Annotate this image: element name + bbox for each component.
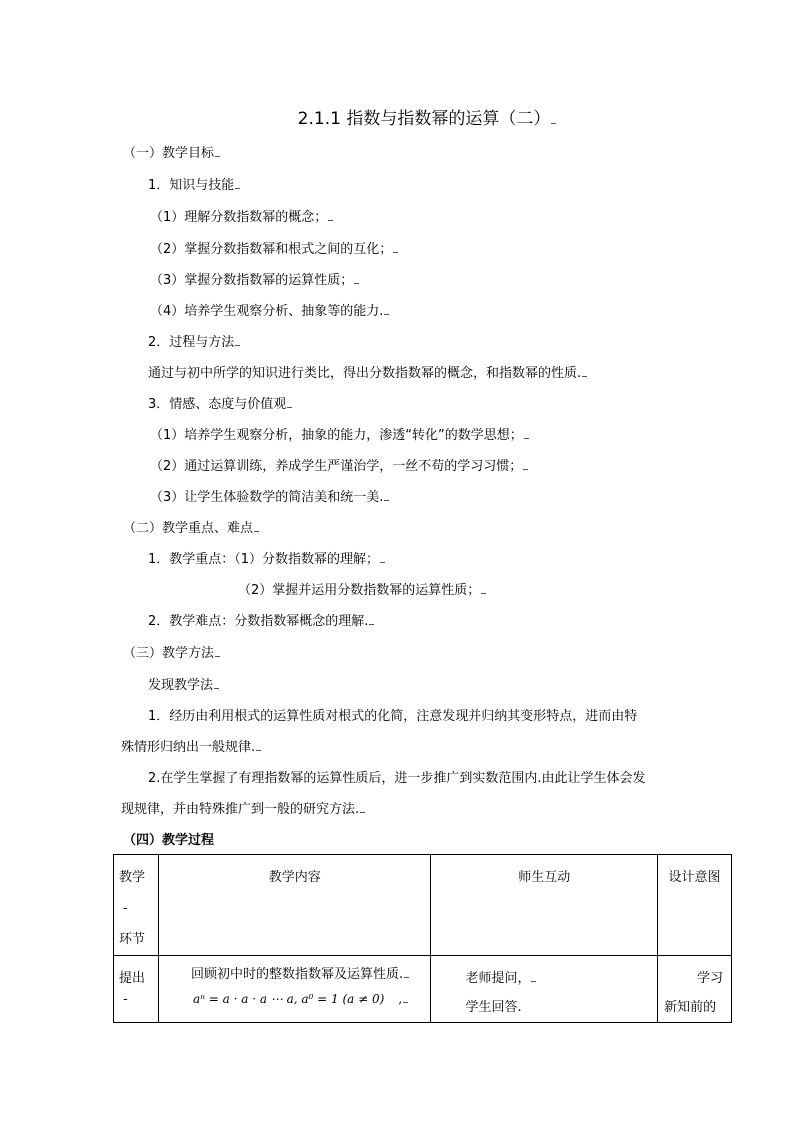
list-item: （1）理解分数指数幂的概念； [150,210,333,226]
list-item: （3）掌握分数指数幂的运算性质； [150,273,359,289]
cell-intent: 学习 新知前的 [658,956,732,1023]
paragraph: 殊情形归纳出一般规律. [121,740,261,756]
paragraph: 发现教学法 [148,678,219,694]
teaching-process-table [113,854,732,1023]
page-title: 2.1.1 指数与指数幂的运算（二） [0,108,794,130]
header-cell-intent: 设计意图 [658,855,732,956]
subheading-knowledge: 1．知识与技能 [148,178,240,194]
section-heading-keypoints: （二）教学重点、难点 [123,521,259,537]
list-item: （3）让学生体验数学的简洁美和统一美. [150,490,389,506]
header-cell-interaction: 师生互动 [431,855,658,956]
section-heading-methods: （三）教学方法 [123,646,220,662]
paragraph: 通过与初中所学的知识进行类比，得出分数指数幂的概念，和指数幂的性质. [148,366,587,382]
cell-stage: 提出 - [114,956,159,1023]
table-row [114,956,732,1023]
list-item: （1）培养学生观察分析，抽象的能力，渗透“转化”的数学思想； [150,428,529,444]
formula: aⁿ = a · a · a ⋯ a, a⁰ = 1 (a ≠ 0) , [191,992,431,1006]
table-header-row [114,855,732,956]
cell-content: 回顾初中时的整数指数幂及运算性质. aⁿ = a · a · a ⋯ a, a⁰ = 1 (a ≠ 0) , [158,956,431,1023]
subheading-values: 3．情感、态度与价值观 [148,397,292,413]
list-item: （2）掌握分数指数幂和根式之间的互化； [150,242,398,258]
paragraph: （2）掌握并运用分数指数幂的运算性质； [238,583,486,599]
paragraph: 现规律，并由特殊推广到一般的研究方法. [121,802,365,818]
paragraph: 1．教学重点：（1）分数指数幂的理解； [148,552,385,568]
header-cell-content: 教学内容 [158,855,431,956]
list-item: （4）培养学生观察分析、抽象等的能力. [150,304,389,320]
cell-interaction: 老师提问， 学生回答. [431,956,658,1023]
paragraph: 2．教学难点：分数指数幂概念的理解. [148,614,374,630]
paragraph: 2.在学生掌握了有理指数幂的运算性质后，进一步推广到实数范围内.由此让学生体会发 [148,771,646,786]
section-heading-process: （四）教学过程 [123,833,215,848]
list-item: （2）通过运算训练，养成学生严谨治学，一丝不苟的学习习惯； [150,459,528,475]
section-heading-goals: （一）教学目标 [123,146,220,162]
header-cell-stage: 教学 - 环节 [114,855,159,956]
paragraph: 1．经历由利用根式的运算性质对根式的化简，注意发现并归纳其变形特点，进而由特 [148,709,638,724]
subheading-process: 2．过程与方法 [148,335,240,351]
